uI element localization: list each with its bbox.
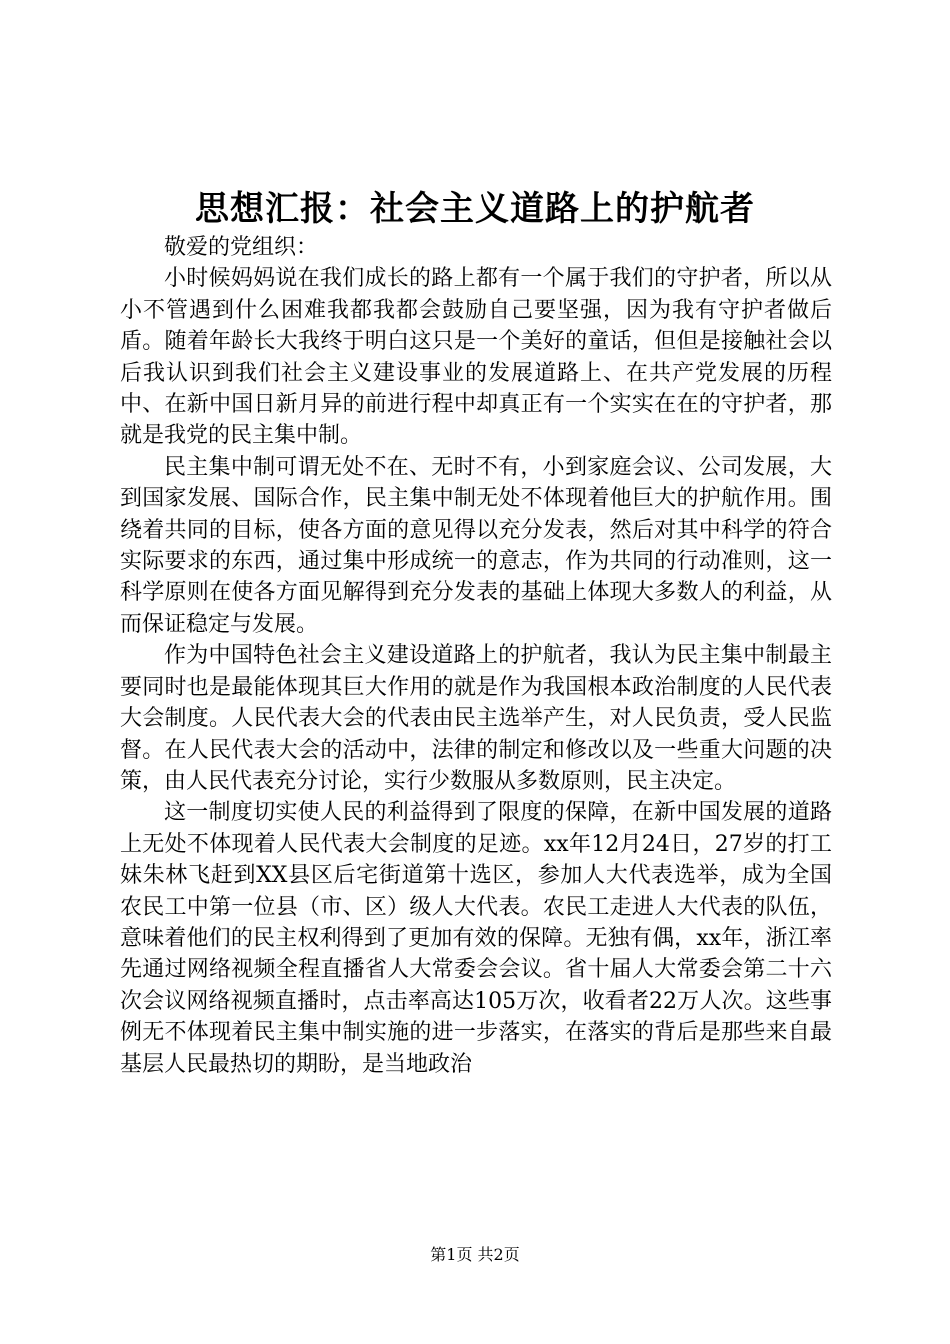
salutation: 敬爱的党组织： [164,235,319,260]
paragraph-4: 这一制度切实使人民的利益得到了限度的保障，在新中国发展的道路上无处不体现着人民代表大会制度的足迹。xx年12月24日，27岁的打工妹朱林飞赶到XX县区后宅街道第十选区，参加人大代表选举，成为全国农民工中第一位县（市、区）级人大代表。农民工走进人大代表的队伍，意味着他们的民主权利得到了更加有效的保障。无独有偶，xx年，浙江率先通过网络视频全程直播省人大常委会会议。省十届人大常委会第二十六次会议网络视频直播时，点击率高达105万次，收看者22万人次。这些事例无不体现着民主集中制实施的进一步落实，在落实的背后是那些来自最基层人民最热切的期盼，是当地政治 [120,800,832,1077]
document-title: 思想汇报：社会主义道路上的护航者 [195,189,755,229]
document-body [120,232,832,1080]
paragraph-3: 作为中国特色社会主义建设道路上的护航者，我认为民主集中制最主要同时也是最能体现其巨大作用的就是作为我国根本政治制度的人民代表大会制度。人民代表大会的代表由民主选举产生，对人民负责，受人民监督。在人民代表大会的活动中，法律的制定和修改以及一些重大问题的决策，由人民代表充分讨论，实行少数服从多数原则，民主决定。 [120,643,832,794]
page-number-footer: 第1页 共2页 [430,1245,520,1264]
paragraph-1: 小时候妈妈说在我们成长的路上都有一个属于我们的守护者，所以从小不管遇到什么困难我都我都会鼓励自己要坚强，因为我有守护者做后盾。随着年龄长大我终于明白这只是一个美好的童话，但但是接触社会以后我认识到我们社会主义建设事业的发展道路上、在共产党发展的历程中、在新中国日新月异的前进行程中却真正有一个实实在在的守护者，那就是我党的民主集中制。 [120,266,832,449]
paragraph-2: 民主集中制可谓无处不在、无时不有，小到家庭会议、公司发展，大到国家发展、国际合作，民主集中制无处不体现着他巨大的护航作用。围绕着共同的目标，使各方面的意见得以充分发表，然后对其中科学的符合实际要求的东西，通过集中形成统一的意志，作为共同的行动准则，这一科学原则在使各方面见解得到充分发表的基础上体现大多数人的利益，从而保证稳定与发展。 [120,454,832,637]
